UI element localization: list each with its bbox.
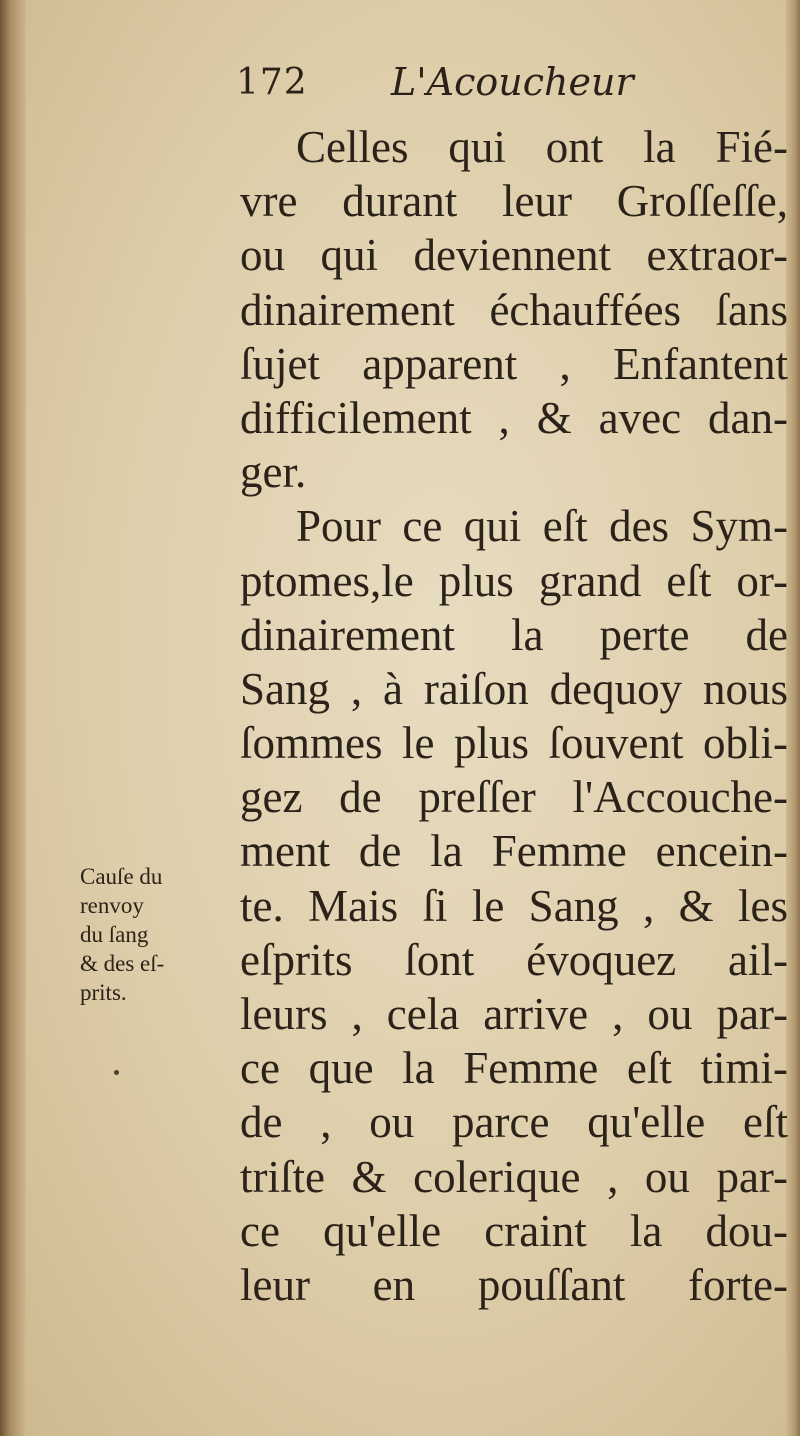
- text-line: ou qui deviennent extraor-: [240, 230, 788, 281]
- text-line: triſte & colerique , ou par-: [240, 1151, 788, 1202]
- marginal-note-line: renvoy: [80, 893, 144, 918]
- marginal-note-line: du ſang: [80, 922, 149, 947]
- text-line: ce qu'elle craint la dou-: [240, 1205, 788, 1256]
- text-line: Sang , à raiſon dequoy nous: [240, 663, 788, 714]
- text-line: leurs , cela arrive , ou par-: [240, 989, 788, 1039]
- text-line: ger.: [240, 447, 307, 498]
- text-line: ſujet apparent , Enfantent: [240, 338, 788, 389]
- text-line: ce que la Femme eſt timi-: [240, 1043, 788, 1094]
- text-line: ment de la Femme encein-: [240, 826, 788, 877]
- page-number: 172: [236, 62, 308, 103]
- text-line: difficilement , & avec dan-: [240, 392, 788, 443]
- marginal-note-line: prits.: [80, 980, 127, 1005]
- text-line: vre durant leur Groſſeſſe,: [240, 176, 788, 227]
- page-edge: [786, 0, 800, 1436]
- text-line: dinairement la perte de: [240, 609, 788, 660]
- text-line: ptomes,le plus grand eſt or-: [240, 555, 788, 606]
- running-title: L'Acoucheur: [391, 60, 634, 104]
- text-line: dinairement échauffées ſans: [240, 284, 788, 335]
- book-gutter: [0, 0, 26, 1436]
- text-line: leur en pouſſant forte-: [240, 1259, 788, 1310]
- page-header: [236, 62, 776, 106]
- marginal-note: [80, 862, 230, 1007]
- text-line: de , ou parce qu'elle eſt: [240, 1097, 788, 1148]
- text-line: gez de preſſer l'Accouche-: [240, 772, 788, 823]
- ink-dot: [114, 1070, 119, 1075]
- text-line: Pour ce qui eſt des Sym-: [296, 501, 788, 552]
- text-line: ſommes le plus ſouvent obli-: [240, 718, 788, 769]
- text-line: eſprits ſont évoquez ail-: [240, 934, 788, 985]
- body-text: [240, 120, 788, 1312]
- text-line: Celles qui ont la Fié-: [296, 122, 788, 172]
- text-line: te. Mais ſi le Sang , & les: [240, 880, 788, 931]
- marginal-note-line: & des eſ-: [80, 951, 165, 976]
- marginal-note-line: Cauſe du: [80, 864, 163, 889]
